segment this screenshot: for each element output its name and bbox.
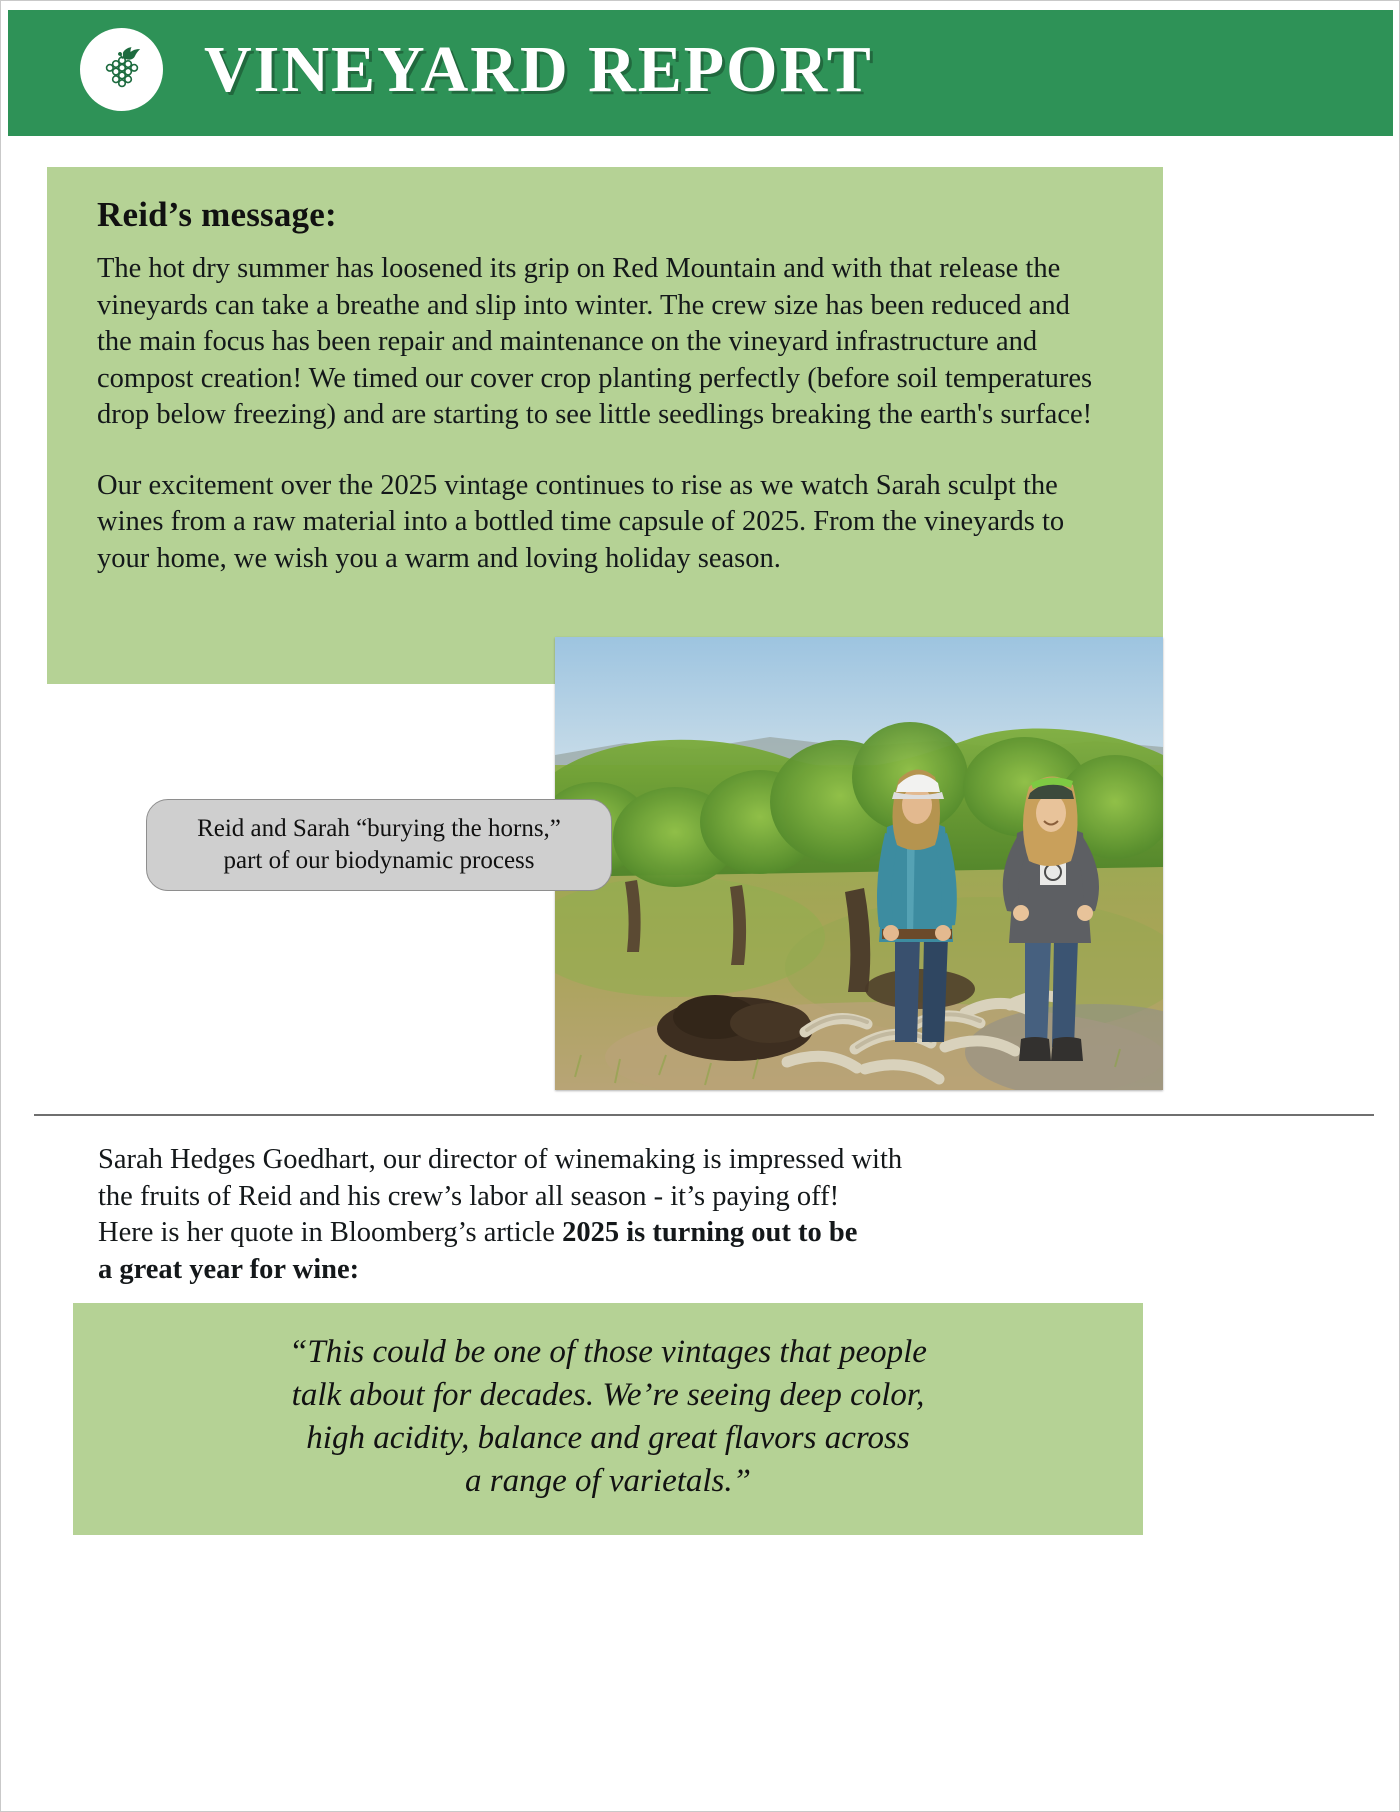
- message-paragraph-1: The hot dry summer has loosened its grip on Red Mountain and with that release the vineyards can take a breathe and slip into winter. The crew size has been reduced and the main focus has been repair and maintenance on the vineyard infrastructure and compost creation! We timed our cover crop planting perfectly (before soil temperatures drop below freezing) and are starting to see little seedlings breaking the earth's surface!: [97, 253, 1093, 430]
- caption-line-1: Reid and Sarah “burying the horns,”: [197, 815, 561, 842]
- quote-line-2: talk about for decades. We’re seeing deep color,: [291, 1377, 925, 1413]
- intro-line-2: the fruits of Reid and his crew’s labor all season - it’s paying off!: [98, 1180, 840, 1212]
- message-body: [97, 251, 1097, 577]
- quote-line-1: “This could be one of those vintages that people: [289, 1334, 927, 1370]
- quote-line-4: a range of varietals.”: [465, 1463, 751, 1499]
- reid-message-panel: [47, 167, 1163, 684]
- photo-caption-text: [183, 813, 575, 877]
- grape-cluster-icon: [80, 28, 163, 111]
- intro-line-1: Sarah Hedges Goedhart, our director of winemaking is impressed with: [98, 1144, 903, 1175]
- page-title: VINEYARD REPORT: [204, 33, 873, 106]
- quote-line-3: high acidity, balance and great flavors across: [306, 1420, 910, 1456]
- intro-line-3-prefix: Here is her quote in Bloomberg’s article: [98, 1217, 563, 1248]
- intro-line-3: [98, 1215, 1108, 1252]
- message-paragraph-2: Our excitement over the 2025 vintage continues to rise as we watch Sarah sculpt the wines from a raw material into a bottled time capsule of 2025. From the vineyards to your home, we wish you a warm and loving holiday season.: [97, 469, 1065, 574]
- intro-line-3-bold: 2025 is turning out to be: [562, 1217, 858, 1248]
- section-divider: [34, 1114, 1374, 1116]
- paragraph-gap: [97, 434, 1097, 468]
- sarah-quote-panel: [73, 1303, 1143, 1535]
- sarah-quote-text: [168, 1303, 1048, 1503]
- message-heading: Reid’s message:: [97, 195, 337, 234]
- caption-line-2: part of our biodynamic process: [223, 847, 535, 874]
- intro-line-4: [98, 1252, 1108, 1289]
- intro-line-4-bold: a great year for wine:: [98, 1253, 360, 1285]
- sarah-intro-block: [98, 1142, 1108, 1288]
- vineyard-photo: [555, 637, 1163, 1090]
- photo-caption-bubble: [146, 799, 612, 891]
